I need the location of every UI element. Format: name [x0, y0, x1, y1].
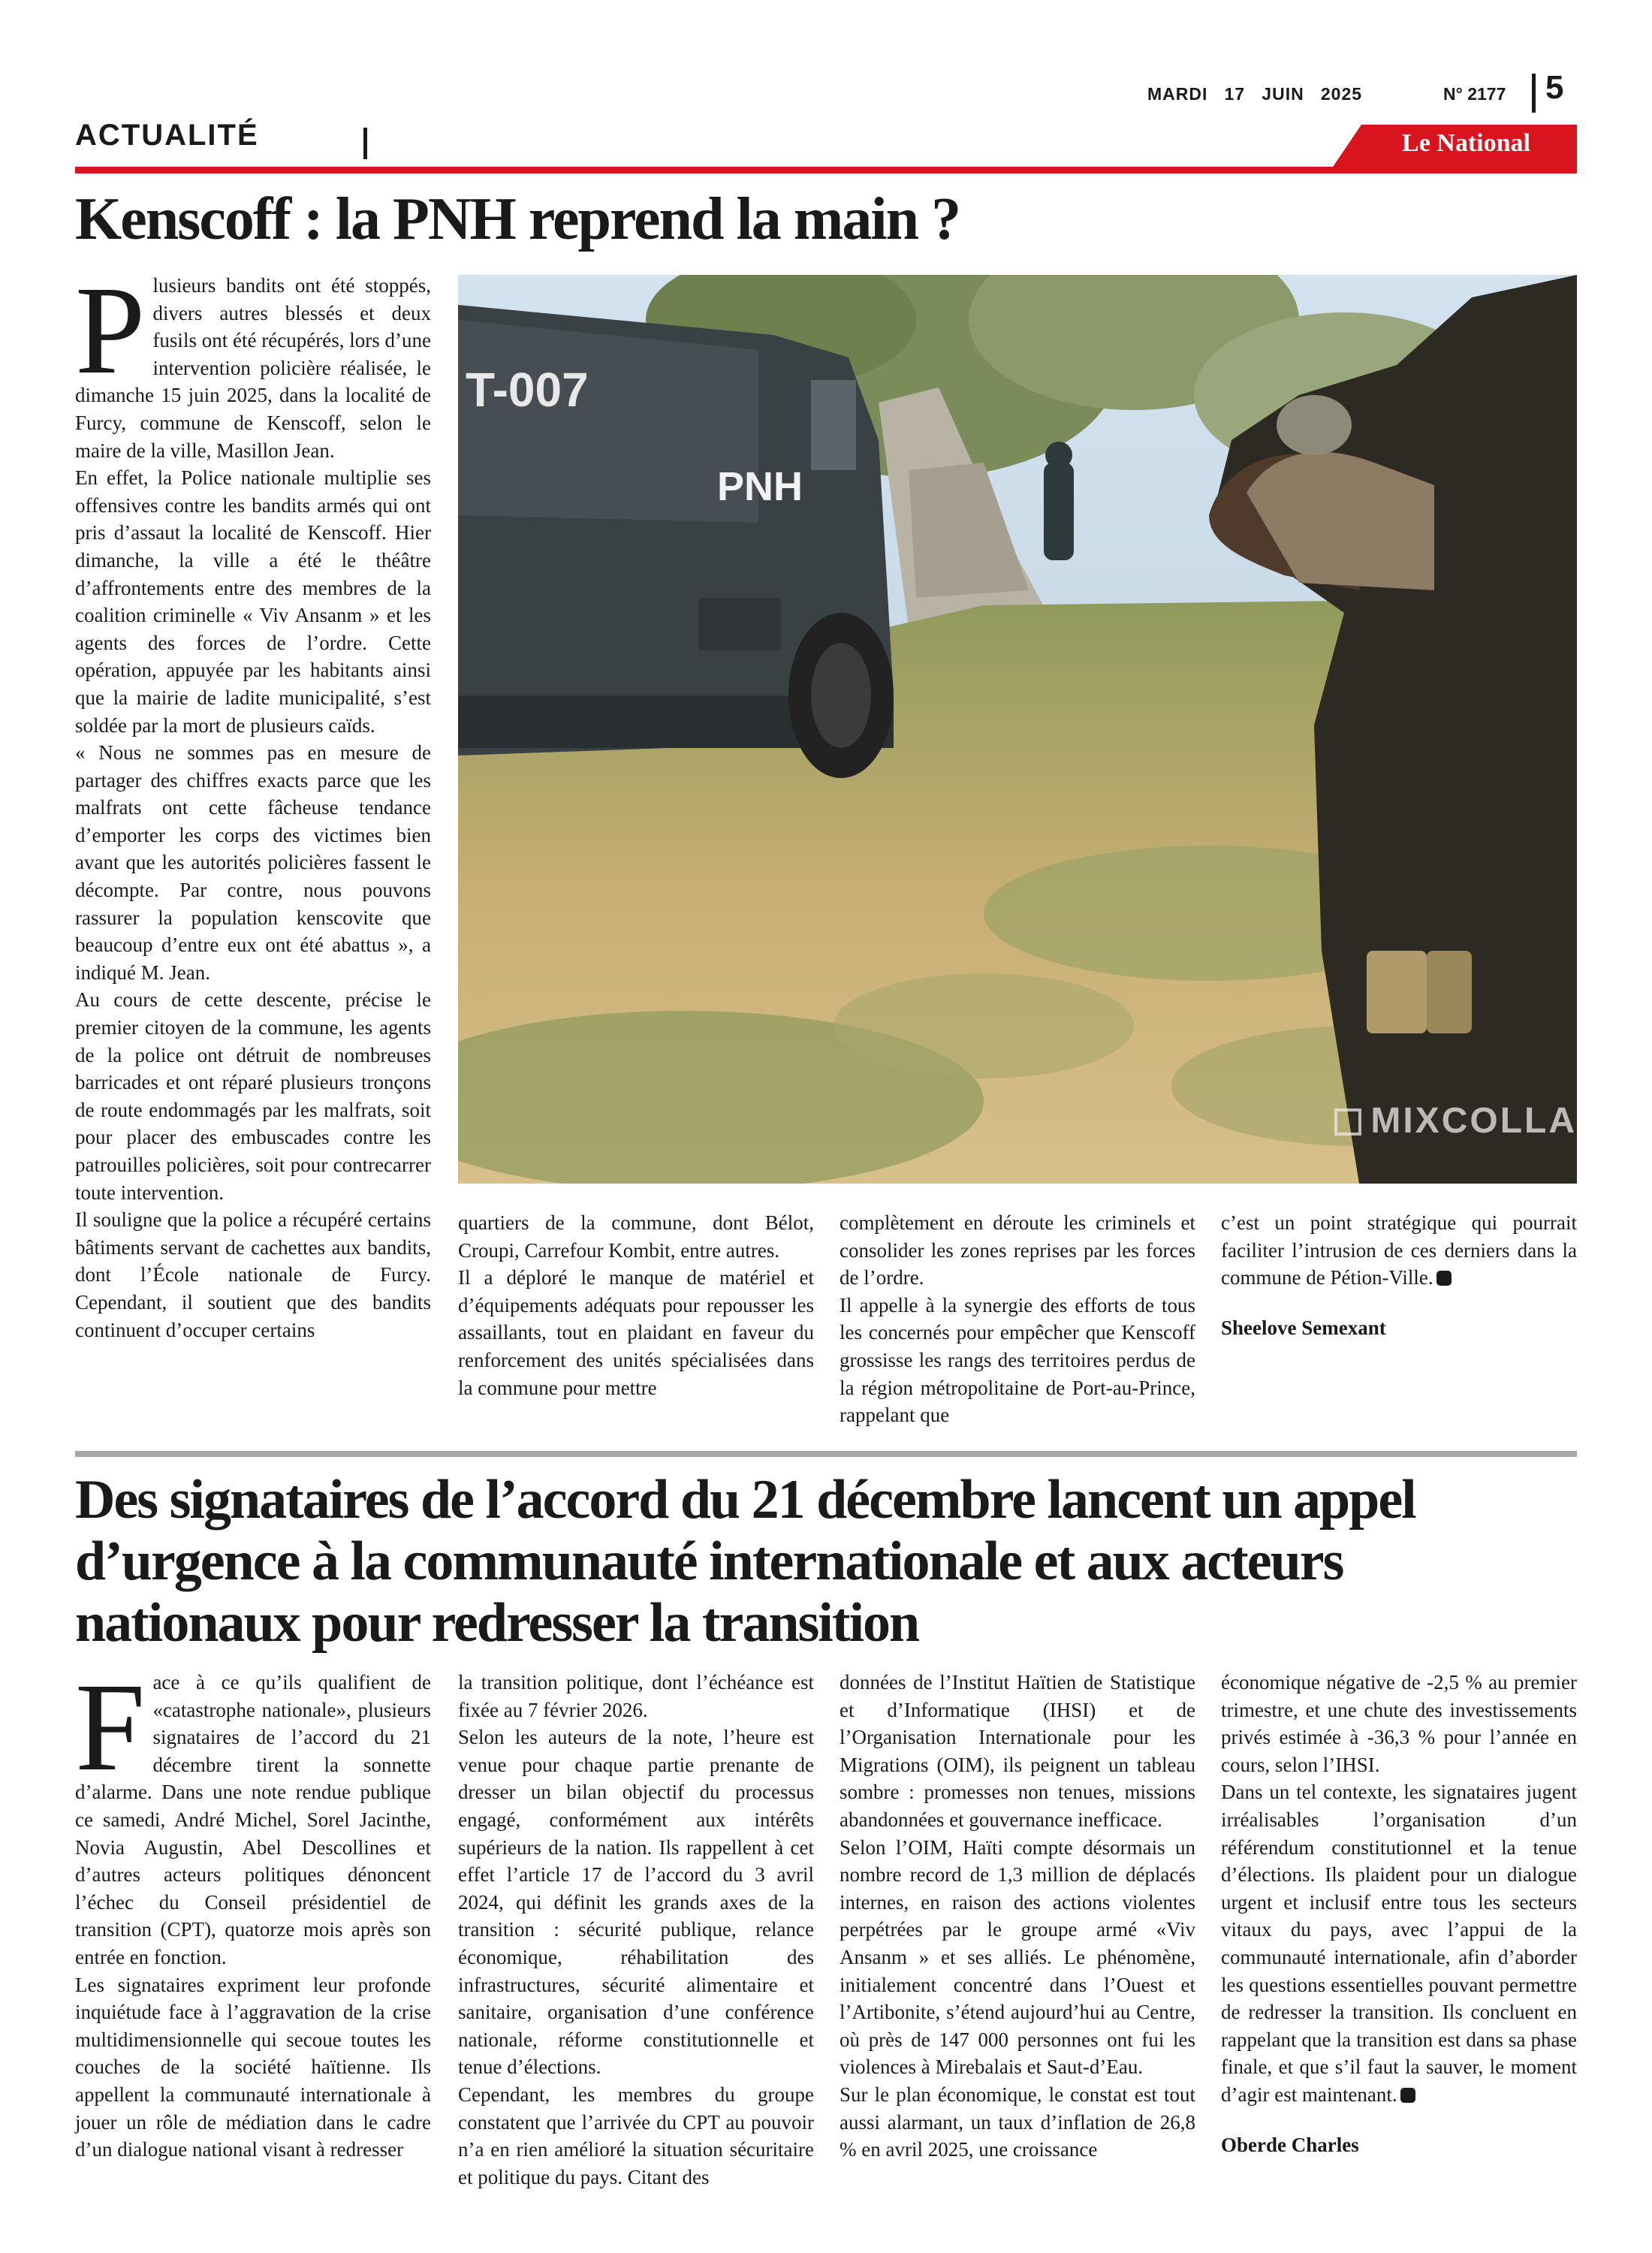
- article-1-paragraph: Au cours de cette descente, précise le premier citoyen de la commune, les agents de la police ont détruit de nombreuses barricades et ont réparé plusieurs tronçons de route endommagés par les malfrats, soit pour placer des embuscades contre les patrouilles policières, soit pour contrecarrer toute intervention.: [75, 988, 431, 1204]
- article-1-paragraph: Il appelle à la synergie des efforts de tous les concernés pour empêcher que Kenscoff grossisse les rangs des territoires perdus de la région métropolitaine de Port-au-Prince, rappelant que: [840, 1293, 1195, 1427]
- section-title: ACTUALITÉ: [75, 119, 259, 152]
- article-separator: [75, 1451, 1577, 1457]
- article-1-column-2: [458, 1209, 814, 1401]
- article-2-paragraph: Les signataires expriment leur profonde inquiétude face à l’aggravation de la crise multidimensionnelle qui secoue toutes les couches de la société haïtienne. Ils appellent la communauté internationale à jouer un rôle de médiation dans le cadre d’un dialogue national visant à redresser: [75, 1973, 431, 2161]
- end-of-article-icon: [1436, 1271, 1452, 1286]
- article-1-paragraph: En effet, la Police nationale multiplie ses offensives contre les bandits armés qui ont pris d’assaut la localité de Kenscoff. Hier dimanche, la ville a été le théâtre d’affrontements entre des membres de la coalition criminelle « Viv Ansanm » et les agents des forces de l’ordre. Cette opération, appuyée par les habitants ainsi que la mairie de ladite municipalité, s’est soldée par la mort de plusieurs caïds.: [75, 466, 431, 737]
- article-2-column-4: [1221, 1669, 1577, 2158]
- article-2-paragraph: économique négative de -2,5 % au premier trimestre, et une chute des investissements privés estimée à -36,3 % pour l’année en cours, selon l’IHSI.: [1221, 1671, 1577, 1776]
- article-1-paragraph: « Nous ne sommes pas en mesure de partager des chiffres exacts parce que les malfrats ont cette fâcheuse tendance d’emporter les corps des victimes bien avant que les autorités policières fassent le décompte. Par contre, nous pouvons rassurer la population kenscovite que beaucoup d’entre eux ont été abattus », a indiqué M. Jean.: [75, 741, 431, 984]
- article-2-paragraph: la transition politique, dont l’échéance est fixée au 7 février 2026.: [458, 1671, 814, 1721]
- article-2-column-2: [458, 1669, 814, 2191]
- article-2-byline: Oberde Charles: [1221, 2133, 1359, 2156]
- photo-illustration: [458, 275, 1577, 1184]
- issue-number: N° 2177: [1443, 84, 1506, 104]
- article-2-lead-paragraph: [75, 1657, 431, 1971]
- article-1-byline: Sheelove Semexant: [1221, 1316, 1386, 1339]
- page-number: 5: [1545, 69, 1564, 106]
- article-1-column-4: [1221, 1209, 1577, 1341]
- section-divider: [363, 128, 367, 159]
- article-1-paragraph: quartiers de la commune, dont Bélot, Croupi, Carrefour Kombit, entre autres.: [458, 1211, 814, 1262]
- header-rule: [75, 167, 1577, 173]
- article-1-lead-text: lusieurs bandits ont été stoppés, divers autres blessés et deux fusils ont été récupérés, lors d’une intervention policière réalisée, le dimanche 15 juin 2025, dans la localité de Furcy, commune de Kenscoff, selon le maire de la ville, Masillon Jean.: [75, 274, 431, 462]
- article-1-headline: Kenscoff : la PNH reprend la main ?: [75, 186, 960, 252]
- article-1-paragraph: Il a déploré le manque de matériel et d’équipements adéquats pour repousser les assaillants, tout en plaidant en faveur du renforcement des unités spécialisées dans la commune pour mettre: [458, 1266, 814, 1399]
- article-2-paragraph: Sur le plan économique, le constat est tout aussi alarmant, un taux d’inflation de 26,8 % en avril 2025, une croissance: [840, 2083, 1195, 2161]
- article-2-dropcap: F: [75, 1657, 146, 1797]
- issue-date: MARDI 17 JUIN 2025: [1147, 84, 1363, 104]
- article-2-paragraph: Cependant, les membres du groupe constatent que l’arrivée du CPT au pouvoir n’a en rien amélioré la situation sécuritaire et politique du pays. Citant des: [458, 2083, 814, 2188]
- article-1-paragraph: Il souligne que la police a récupéré certains bâtiments servant de cachettes aux bandits, dont l’École nationale de Furcy. Cependant, il soutient que des bandits continuent d’occuper certains: [75, 1208, 431, 1341]
- article-2-closing-text: Dans un tel contexte, les signataires jugent irréalisables l’organisation d’un référendum constitutionnel et la tenue d’élections. Ils plaident pour un dialogue urgent et inclusif entre tous les secteurs vitaux du pays, avec l’appui de la communauté internationale, afin d’aborder les questions essentielles pouvant permettre de redresser la transition. Ils concluent en rappelant que la transition est dans sa phase finale, et que s’il faut la sauver, le moment d’agir est maintenant.: [1221, 1781, 1577, 2106]
- article-1-paragraph: [1221, 1209, 1577, 1292]
- vehicle-marking-text: T-007: [466, 363, 589, 417]
- article-2-headline: [75, 1469, 1577, 1654]
- article-2-lead-text: ace à ce qu’ils qualifient de «catastrophe nationale», plusieurs signataires de l’accord du 21 décembre tirent la sonnette d’alarme. Dans une note rendue publique ce samedi, André Michel, Sorel Jacinthe, Novia Augustin, Abel Descollines et d’autres acteurs politiques dénoncent l’échec du Conseil présidentiel de transition (CPT), quatorze mois après son entrée en fonction.: [75, 1671, 431, 1968]
- article-1-dropcap: P: [75, 261, 146, 400]
- article-2-paragraph: données de l’Institut Haïtien de Statistique et d’Informatique (IHSI) et de l’Organisation Internationale pour les Migrations (OIM), ils peignent un tableau sombre : promesses non tenues, missions abandonnées et gouvernance inefficace.: [840, 1671, 1195, 1831]
- article-1-paragraph: complètement en déroute les criminels et consolider les zones reprises par les forces de l’ordre.: [840, 1211, 1195, 1289]
- article-2-headline-line: d’urgence à la communauté internationale et aux acteurs: [75, 1531, 1343, 1592]
- article-1-closing-text: c’est un point stratégique qui pourrait faciliter l’intrusion de ces derniers dans la commune de Pétion-Ville.: [1221, 1211, 1577, 1289]
- article-2-column-3: [840, 1669, 1195, 2164]
- article-2-paragraph: Selon l’OIM, Haïti compte désormais un nombre record de 1,3 million de déplacés internes, en raison des actions violentes perpétrées par le groupe armé «Viv Ansanm » et ses alliés. Le phénomène, initialement concentré dans l’Ouest et l’Artibonite, s’étend aujourd’hui au Centre, où près de 147 000 personnes ont fui les violences à Mirebalais et Saut-d’Eau.: [840, 1835, 1195, 2079]
- masthead-brand: Le National: [1402, 129, 1530, 157]
- article-2-headline-line: Des signataires de l’accord du 21 décembre lancent un appel: [75, 1469, 1415, 1531]
- article-2-headline-line: nationaux pour redresser la transition: [75, 1592, 919, 1654]
- article-1-lead-paragraph: [75, 261, 431, 464]
- vehicle-badge-text: PNH: [717, 464, 803, 509]
- article-2-paragraph: Selon les auteurs de la note, l’heure est venue pour chaque partie prenante de dresser un bilan objectif du processus engagé, conformément aux intérêts supérieurs de la nation. Ils rappellent à cet effet l’article 17 de l’accord du 3 avril 2024, qui définit les grands axes de la transition : sécurité publique, relance économique, réhabilitation des infrastructures, sécurité alimentaire et sanitaire, organisation d’une conférence nationale, réforme constitutionnelle et tenue d’élections.: [458, 1726, 814, 2079]
- page-number-divider: [1532, 74, 1536, 113]
- photo-watermark: [1319, 1100, 1577, 1142]
- end-of-article-icon: [1400, 2088, 1415, 2103]
- photo-watermark-text: MIXCOLLA: [1370, 1101, 1577, 1141]
- watermark-logo-icon: [1334, 1108, 1361, 1136]
- article-1-column-1: [75, 261, 431, 1344]
- article-2-paragraph: [1221, 1778, 1577, 2108]
- article-1-column-3: [840, 1209, 1195, 1429]
- article-1-photo: [458, 275, 1577, 1184]
- article-2-column-1: [75, 1657, 431, 2164]
